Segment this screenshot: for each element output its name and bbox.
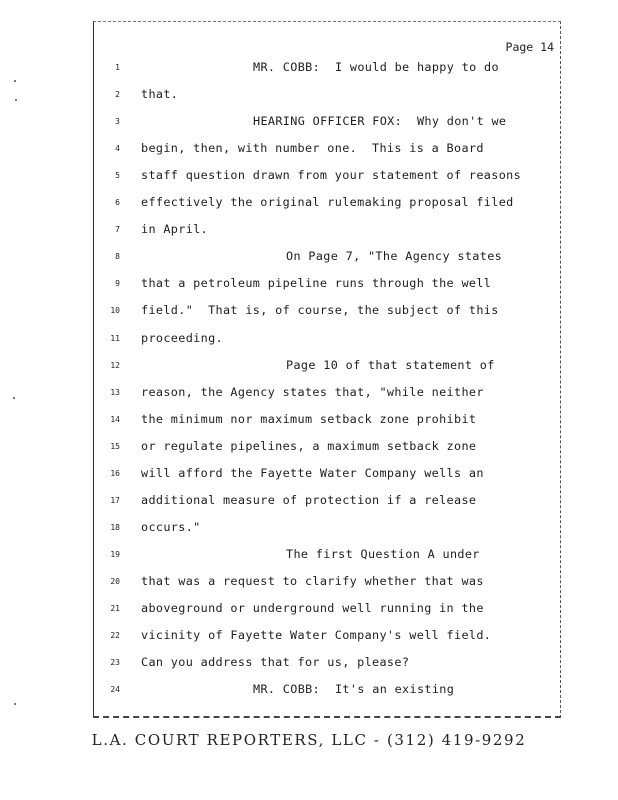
line-number: 22	[110, 631, 120, 641]
line-number: 24	[110, 685, 120, 695]
line-text: will afford the Fayette Water Company wells an	[141, 465, 484, 480]
transcript-line	[94, 222, 560, 240]
line-text: aboveground or underground well running in the	[141, 601, 484, 615]
transcript-line	[94, 114, 560, 132]
transcript-line	[94, 60, 560, 78]
line-text: that a petroleum pipeline runs through the well	[141, 276, 492, 291]
line-number: 8	[115, 252, 120, 262]
transcript-line	[94, 412, 560, 430]
line-number: 23	[110, 658, 120, 668]
line-text: Page 10 of that statement of	[286, 357, 495, 372]
line-number: 13	[110, 387, 120, 397]
line-text: On Page 7, "The Agency states	[286, 249, 503, 264]
line-text: that was a request to clarify whether that was	[141, 573, 484, 588]
line-text: additional measure of protection if a release	[141, 492, 477, 507]
transcript-page	[93, 21, 561, 718]
line-text: vicinity of Fayette Water Company's well field.	[141, 628, 492, 643]
scan-speck	[14, 703, 16, 705]
line-number: 20	[110, 576, 120, 586]
line-number: 15	[110, 441, 120, 451]
scan-speck	[14, 80, 16, 82]
line-text: or regulate pipelines, a maximum setback zone	[141, 438, 477, 453]
line-number: 10	[110, 306, 120, 316]
line-number: 11	[110, 333, 120, 343]
line-text: the minimum nor maximum setback zone prohibit	[141, 411, 477, 426]
transcript-line	[94, 249, 560, 267]
line-text: in April.	[141, 222, 209, 237]
transcript-line	[94, 331, 560, 349]
transcript-line	[94, 655, 560, 673]
line-number: 5	[115, 171, 120, 181]
page-number: Page 14	[505, 40, 554, 54]
transcript-line	[94, 141, 560, 159]
scan-speck	[13, 397, 15, 399]
transcript-line	[94, 303, 560, 321]
line-text: begin, then, with number one. This is a Board	[141, 141, 484, 156]
line-text: MR. COBB: I would be happy to do	[253, 60, 499, 74]
line-text: proceeding.	[141, 330, 223, 345]
line-number: 3	[115, 117, 120, 127]
line-number: 4	[115, 144, 120, 154]
transcript-line	[94, 682, 560, 700]
line-number: 12	[110, 360, 120, 370]
line-number: 16	[110, 468, 120, 478]
transcript-line	[94, 439, 560, 457]
scan-speck	[15, 99, 17, 101]
line-text: reason, the Agency states that, "while neither	[141, 384, 484, 399]
line-number: 7	[115, 225, 120, 235]
transcript-line	[94, 574, 560, 592]
transcript-line	[94, 520, 560, 538]
line-number: 2	[115, 90, 120, 100]
transcript-line	[94, 601, 560, 619]
line-number: 6	[115, 198, 120, 208]
line-number: 9	[115, 279, 120, 289]
transcript-line	[94, 628, 560, 646]
line-number: 19	[110, 549, 120, 559]
transcript-line	[94, 547, 560, 565]
line-text: staff question drawn from your statement of reasons	[141, 168, 522, 183]
line-number: 18	[110, 522, 120, 532]
transcript-line	[94, 276, 560, 294]
footer-reporter-info: L.A. COURT REPORTERS, LLC - (312) 419-9292	[91, 731, 527, 749]
line-number: 1	[115, 63, 120, 72]
line-number: 21	[110, 604, 120, 613]
line-text: field." That is, of course, the subject of this	[141, 303, 499, 318]
line-text: MR. COBB: It's an existing	[253, 682, 455, 697]
transcript-line	[94, 358, 560, 376]
line-text: HEARING OFFICER FOX: Why don't we	[253, 114, 507, 129]
line-text: effectively the original rulemaking proposal filed	[141, 195, 514, 210]
transcript-line	[94, 493, 560, 511]
transcript-line	[94, 385, 560, 403]
line-text: The first Question A under	[286, 546, 480, 561]
line-number: 17	[110, 495, 120, 505]
line-text: that.	[141, 87, 179, 102]
transcript-line	[94, 195, 560, 213]
transcript-line	[94, 87, 560, 105]
line-number: 14	[110, 414, 120, 424]
transcript-line	[94, 466, 560, 484]
line-text: occurs."	[141, 519, 201, 534]
line-text: Can you address that for us, please?	[141, 655, 410, 670]
transcript-line	[94, 168, 560, 186]
